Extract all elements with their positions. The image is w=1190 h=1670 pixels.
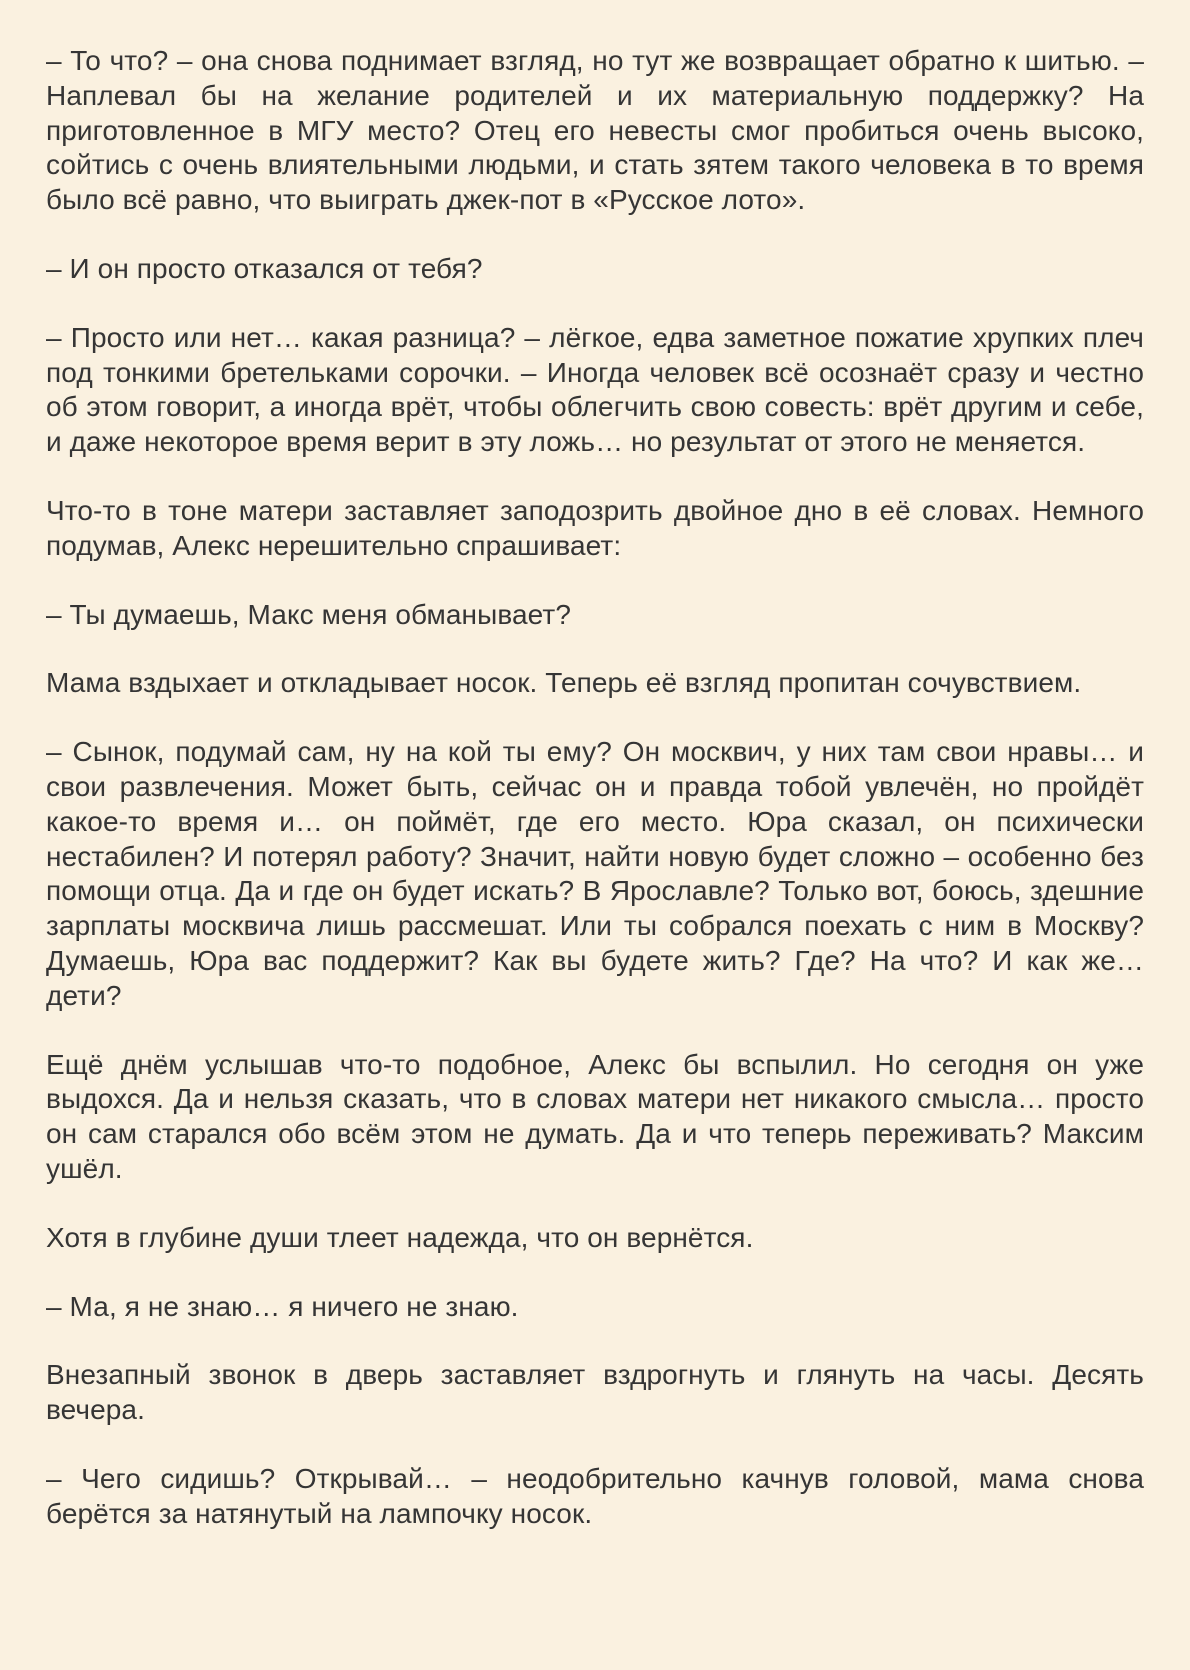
paragraph: Ещё днём услышав что-то подобное, Алекс бы вспылил. Но сегодня он уже выдохся. Да и нельзя сказать, что в словах матери нет никакого смысла… просто он сам старался обо всём этом не думать. Да и что теперь переживать? Максим ушёл. <box>46 1048 1144 1184</box>
paragraph: Хотя в глубине души тлеет надежда, что он вернётся. <box>46 1221 754 1253</box>
paragraph: – Сынок, подумай сам, ну на кой ты ему? Он москвич, у них там свои нравы… и свои развлечения. Может быть, сейчас он и правда тобой увлечён, но пройдёт какое-то время и… он поймёт, где его место. Юра сказал, он психически нестабилен? И потерял работу? Значит, найти новую будет сложно – особенно без помощи отца. Да и где он будет искать? В Ярославле? Только вот, боюсь, здешние зарплаты москвича лишь рассмешат. Или ты собрался поехать с ним в Москву? Думаешь, Юра вас поддержит? Как вы будете жить? Где? На что? И как же… дети? <box>46 736 1144 1011</box>
paragraph: Что-то в тоне матери заставляет заподозрить двойное дно в её словах. Немного подумав, Алекс нерешительно спрашивает: <box>46 494 1144 561</box>
paragraph: – И он просто отказался от тебя? <box>46 252 483 284</box>
paragraph: – То что? – она снова поднимает взгляд, но тут же возвращает обратно к шитью. – Наплевал бы на желание родителей и их материальную поддержку? На приготовленное в МГУ место? Отец его невесты смог пробиться очень высоко, сойтись с очень влиятельными людьми, и стать зятем такого человека в то время было всё равно, что выиграть джек-пот в «Русское лото». <box>46 45 1144 216</box>
paragraph: – Ты думаешь, Макс меня обманывает? <box>46 598 572 630</box>
paragraph: – Просто или нет… какая разница? – лёгкое, едва заметное пожатие хрупких плеч под тонкими бретельками сорочки. – Иногда человек всё осознаёт сразу и честно об этом говорит, а иногда врёт, чтобы облегчить свою совесть: врёт другим и себе, и даже некоторое время верит в эту ложь… но результат от этого не меняется. <box>46 321 1144 458</box>
paragraph: Мама вздыхает и откладывает носок. Теперь её взгляд пропитан сочувствием. <box>46 667 1082 699</box>
paragraph: – Ма, я не знаю… я ничего не знаю. <box>46 1290 519 1322</box>
paragraph: Внезапный звонок в дверь заставляет вздрогнуть и глянуть на часы. Десять вечера. <box>46 1359 1144 1426</box>
paragraph: – Чего сидишь? Открывай… – неодобрительно качнув головой, мама снова берётся за натянутый на лампочку носок. <box>46 1462 1144 1529</box>
